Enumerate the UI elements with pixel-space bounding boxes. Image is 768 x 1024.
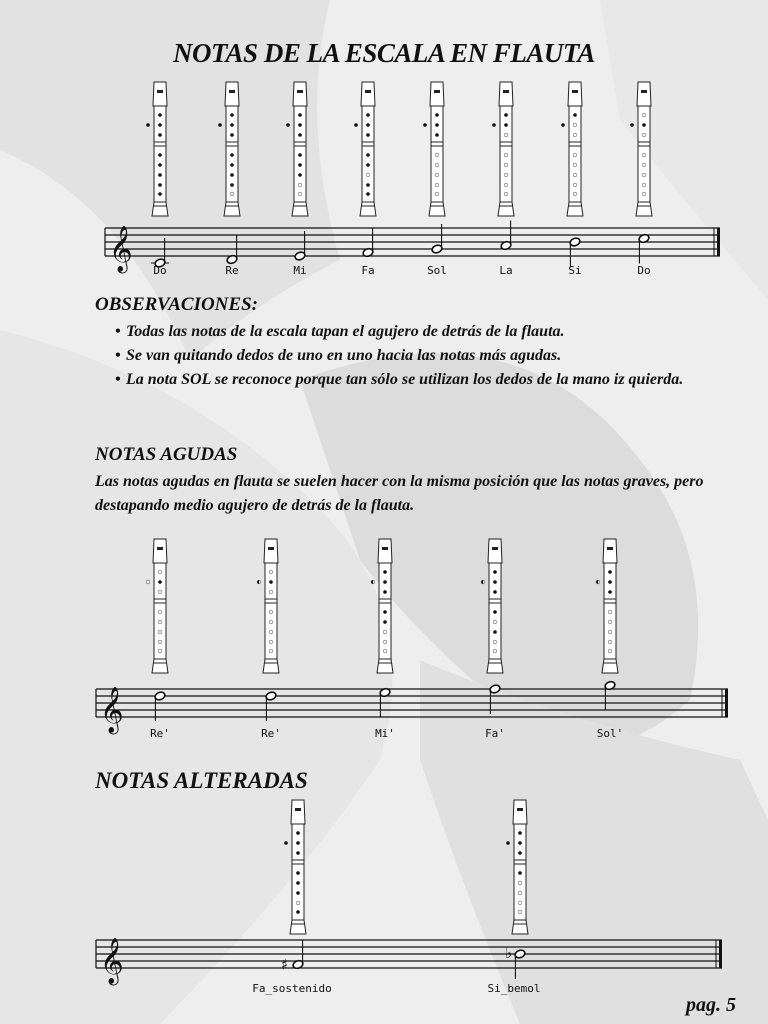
finger-hole	[296, 901, 300, 905]
note-label: Si	[568, 264, 582, 277]
list-item: • La nota SOL se reconoce porque tan sólo se utilizan los dedos de la mano iz quierda.	[115, 371, 684, 388]
note-label: Re	[225, 264, 239, 277]
page-number: pag. 5	[686, 994, 736, 1016]
flat-icon: ♭	[505, 944, 513, 962]
list-item: • Se van quitando dedos de uno en uno hacia las notas más agudas.	[115, 347, 562, 364]
note-label: Mi	[293, 264, 307, 277]
finger-hole	[296, 910, 300, 914]
observaciones-heading: OBSERVACIONES:	[95, 294, 258, 315]
treble-clef-icon: 𝄞	[100, 938, 124, 984]
final-barline	[719, 940, 722, 968]
note-label: Sol	[427, 264, 447, 277]
finger-hole	[296, 891, 300, 895]
finger-hole	[296, 841, 300, 845]
sharp-icon: ♯	[281, 955, 289, 974]
finger-hole	[518, 871, 522, 875]
finger-hole	[518, 881, 522, 885]
finger-hole	[518, 891, 522, 895]
finger-hole	[518, 841, 522, 845]
note-label: La	[499, 264, 513, 277]
finger-hole	[296, 881, 300, 885]
notas-agudas-heading: NOTAS AGUDAS	[95, 444, 238, 465]
note-label: Mi'	[375, 727, 395, 740]
thumb-hole	[284, 841, 288, 845]
note-label: Re'	[261, 727, 281, 740]
recorder-icon	[506, 800, 528, 934]
recorder-icon	[284, 800, 306, 934]
page-title: NOTAS DE LA ESCALA EN FLAUTA	[173, 38, 595, 68]
finger-hole	[296, 831, 300, 835]
treble-clef-icon: 𝄞	[109, 226, 133, 272]
note-label: Do	[637, 264, 651, 277]
note-label: Sol'	[596, 727, 624, 740]
finger-hole	[518, 831, 522, 835]
finger-hole	[518, 901, 522, 905]
treble-clef-icon: 𝄞	[100, 687, 124, 733]
notas-agudas-text: Las notas agudas en flauta se suelen hacer con la misma posición que las notas graves, pero destapando medio agujero de detrás de la flauta.	[95, 473, 704, 514]
finger-hole	[296, 851, 300, 855]
finger-hole	[296, 871, 300, 875]
note-label: Re'	[150, 727, 170, 740]
note-label: Si_bemol	[487, 982, 541, 995]
note-label: Fa_sostenido	[252, 982, 332, 995]
notas-alteradas-heading: NOTAS ALTERADAS	[95, 768, 308, 793]
thumb-hole	[506, 841, 510, 845]
finger-hole	[518, 910, 522, 914]
note-label: Fa	[361, 264, 375, 277]
note-label: Do	[153, 264, 167, 277]
note-label: Fa'	[485, 727, 505, 740]
list-item: • Todas las notas de la escala tapan el agujero de detrás de la flauta.	[115, 323, 565, 340]
finger-hole	[518, 851, 522, 855]
